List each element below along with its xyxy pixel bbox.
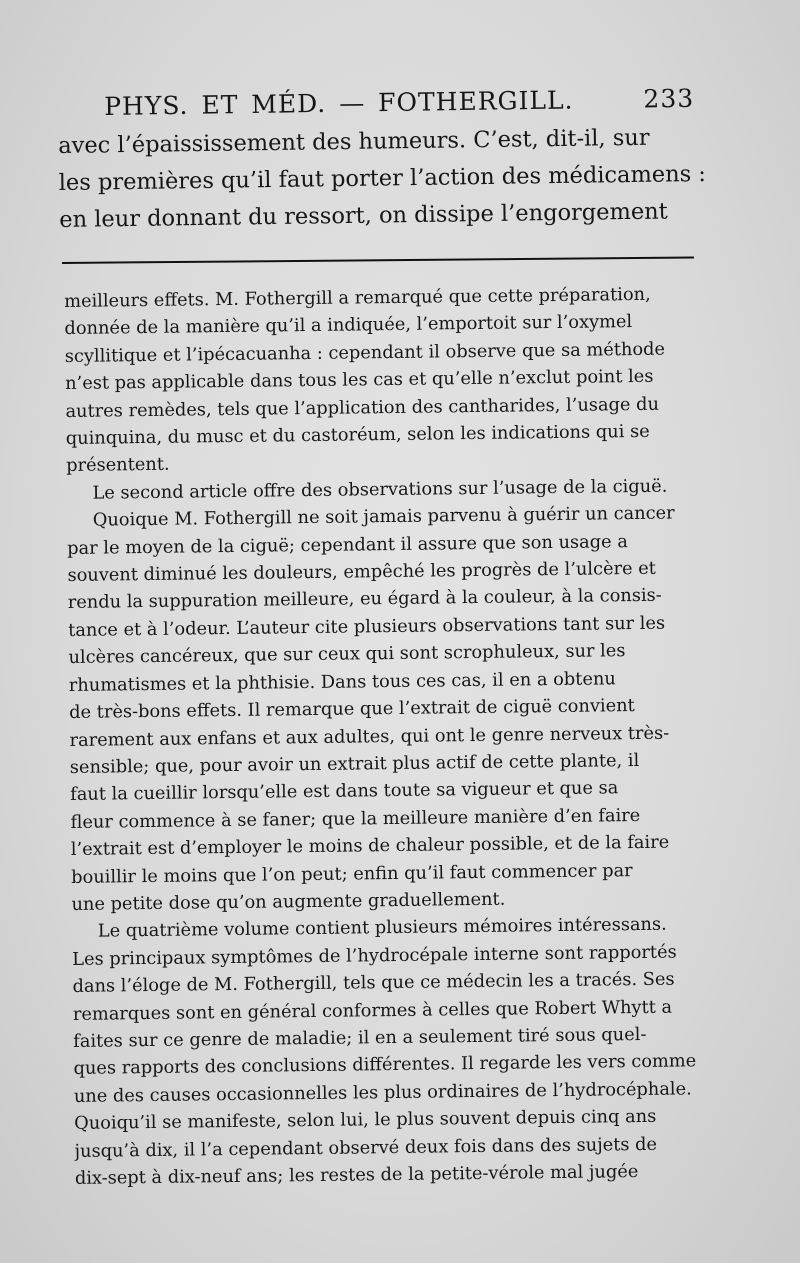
body-line: autres remèdes, tels que l’application des cantharides, l’usage du bbox=[65, 393, 660, 422]
body-line: de très-bons effets. Il remarque que l’extrait de ciguë convient bbox=[69, 695, 635, 724]
body-line: dix-sept à dix-neuf ans; les restes de la petite-vérole mal jugée bbox=[74, 1161, 639, 1189]
body-line: Quoique M. Fothergill ne soit jamais parvenu à guérir un cancer bbox=[92, 502, 675, 531]
running-title: PHYS. ET MÉD. — FOTHERGILL. bbox=[104, 85, 574, 121]
page-number: 233 bbox=[643, 83, 695, 114]
body-line: quinquina, du musc et du castoréum, selon les indications qui se bbox=[65, 420, 650, 450]
footnote-body bbox=[64, 280, 741, 1192]
body-line: ulcères cancéreux, que sur ceux qui sont scrophuleux, sur les bbox=[68, 640, 626, 669]
top-paragraph bbox=[58, 119, 707, 239]
body-line: une des causes occasionnelles les plus ordinaires de l’hydrocéphale. bbox=[73, 1078, 692, 1107]
body-line: n’est pas applicable dans tous les cas et qu’elle n’exclut point les bbox=[65, 366, 654, 395]
body-line: rendu la suppuration meilleure, eu égard à la couleur, à la consis- bbox=[67, 585, 662, 614]
footnote-divider-rule bbox=[62, 256, 694, 264]
body-line: sensible; que, pour avoir un extrait plus actif de cette plante, il bbox=[69, 749, 640, 778]
body-line: faites sur ce genre de maladie; il en a seulement tiré sous quel- bbox=[73, 1023, 647, 1052]
body-line: tance et à l’odeur. L’auteur cite plusieurs observations tant sur les bbox=[68, 612, 666, 641]
body-line: l’extrait est d’employer le moins de chaleur possible, et de la faire bbox=[70, 831, 670, 861]
body-line: une petite dose qu’on augmente graduellement. bbox=[71, 888, 506, 915]
body-line: scyllitique et l’ipécacuanha : cependant il observe que sa méthode bbox=[64, 338, 666, 367]
body-line: remarques sont en général conformes à celles que Robert Whytt a bbox=[72, 996, 673, 1025]
body-line: présentent. bbox=[66, 454, 170, 477]
body-line: rhumatismes et la phthisie. Dans tous ces cas, il en a obtenu bbox=[68, 667, 616, 696]
body-line: jusqu’à dix, il l’a cependant observé deux fois dans des sujets de bbox=[74, 1133, 658, 1162]
body-line: par le moyen de la ciguë; cependant il assure que son usage a bbox=[67, 530, 629, 559]
top-line: en leur donnant du ressort, on dissipe l’engorgement bbox=[59, 198, 668, 233]
body-line: donnée de la manière qu’il a indiquée, l’emportoit sur l’oxymel bbox=[64, 311, 633, 340]
body-line: rarement aux enfans et aux adultes, qui ont le genre nerveux très- bbox=[69, 722, 670, 751]
body-line: meilleurs effets. M. Fothergill a remarqué que cette préparation, bbox=[64, 283, 651, 312]
body-line: souvent diminué les douleurs, empêché les progrès de l’ulcère et bbox=[67, 557, 657, 587]
top-line: les premières qu’il faut porter l’action des médicamens : bbox=[58, 160, 707, 196]
body-line: Le quatrième volume contient plusieurs mémoires intéressans. bbox=[97, 914, 667, 942]
top-line: avec l’épaississement des humeurs. C’est, dit-il, sur bbox=[58, 124, 650, 159]
running-header bbox=[104, 84, 694, 121]
body-line: dans l’éloge de M. Fothergill, tels que ce médecin les a tracés. Ses bbox=[72, 968, 675, 998]
body-line: fleur commence à se faner; que la meilleure manière d’en faire bbox=[70, 804, 641, 833]
body-line: Les principaux symptômes de l’hydrocépale interne sont rapportés bbox=[72, 941, 677, 970]
body-line: ques rapports des conclusions différentes. Il regarde les vers comme bbox=[73, 1050, 697, 1080]
body-line: Quoiqu’il se manifeste, selon lui, le plus souvent depuis cinq ans bbox=[74, 1106, 657, 1135]
body-line: faut la cueillir lorsqu’elle est dans toute sa vigueur et que sa bbox=[70, 777, 619, 806]
body-line: Le second article offre des observations sur l’usage de la ciguë. bbox=[92, 475, 668, 504]
body-line: bouillir le moins que l’on peut; enfin qu’il faut commencer par bbox=[71, 859, 633, 888]
